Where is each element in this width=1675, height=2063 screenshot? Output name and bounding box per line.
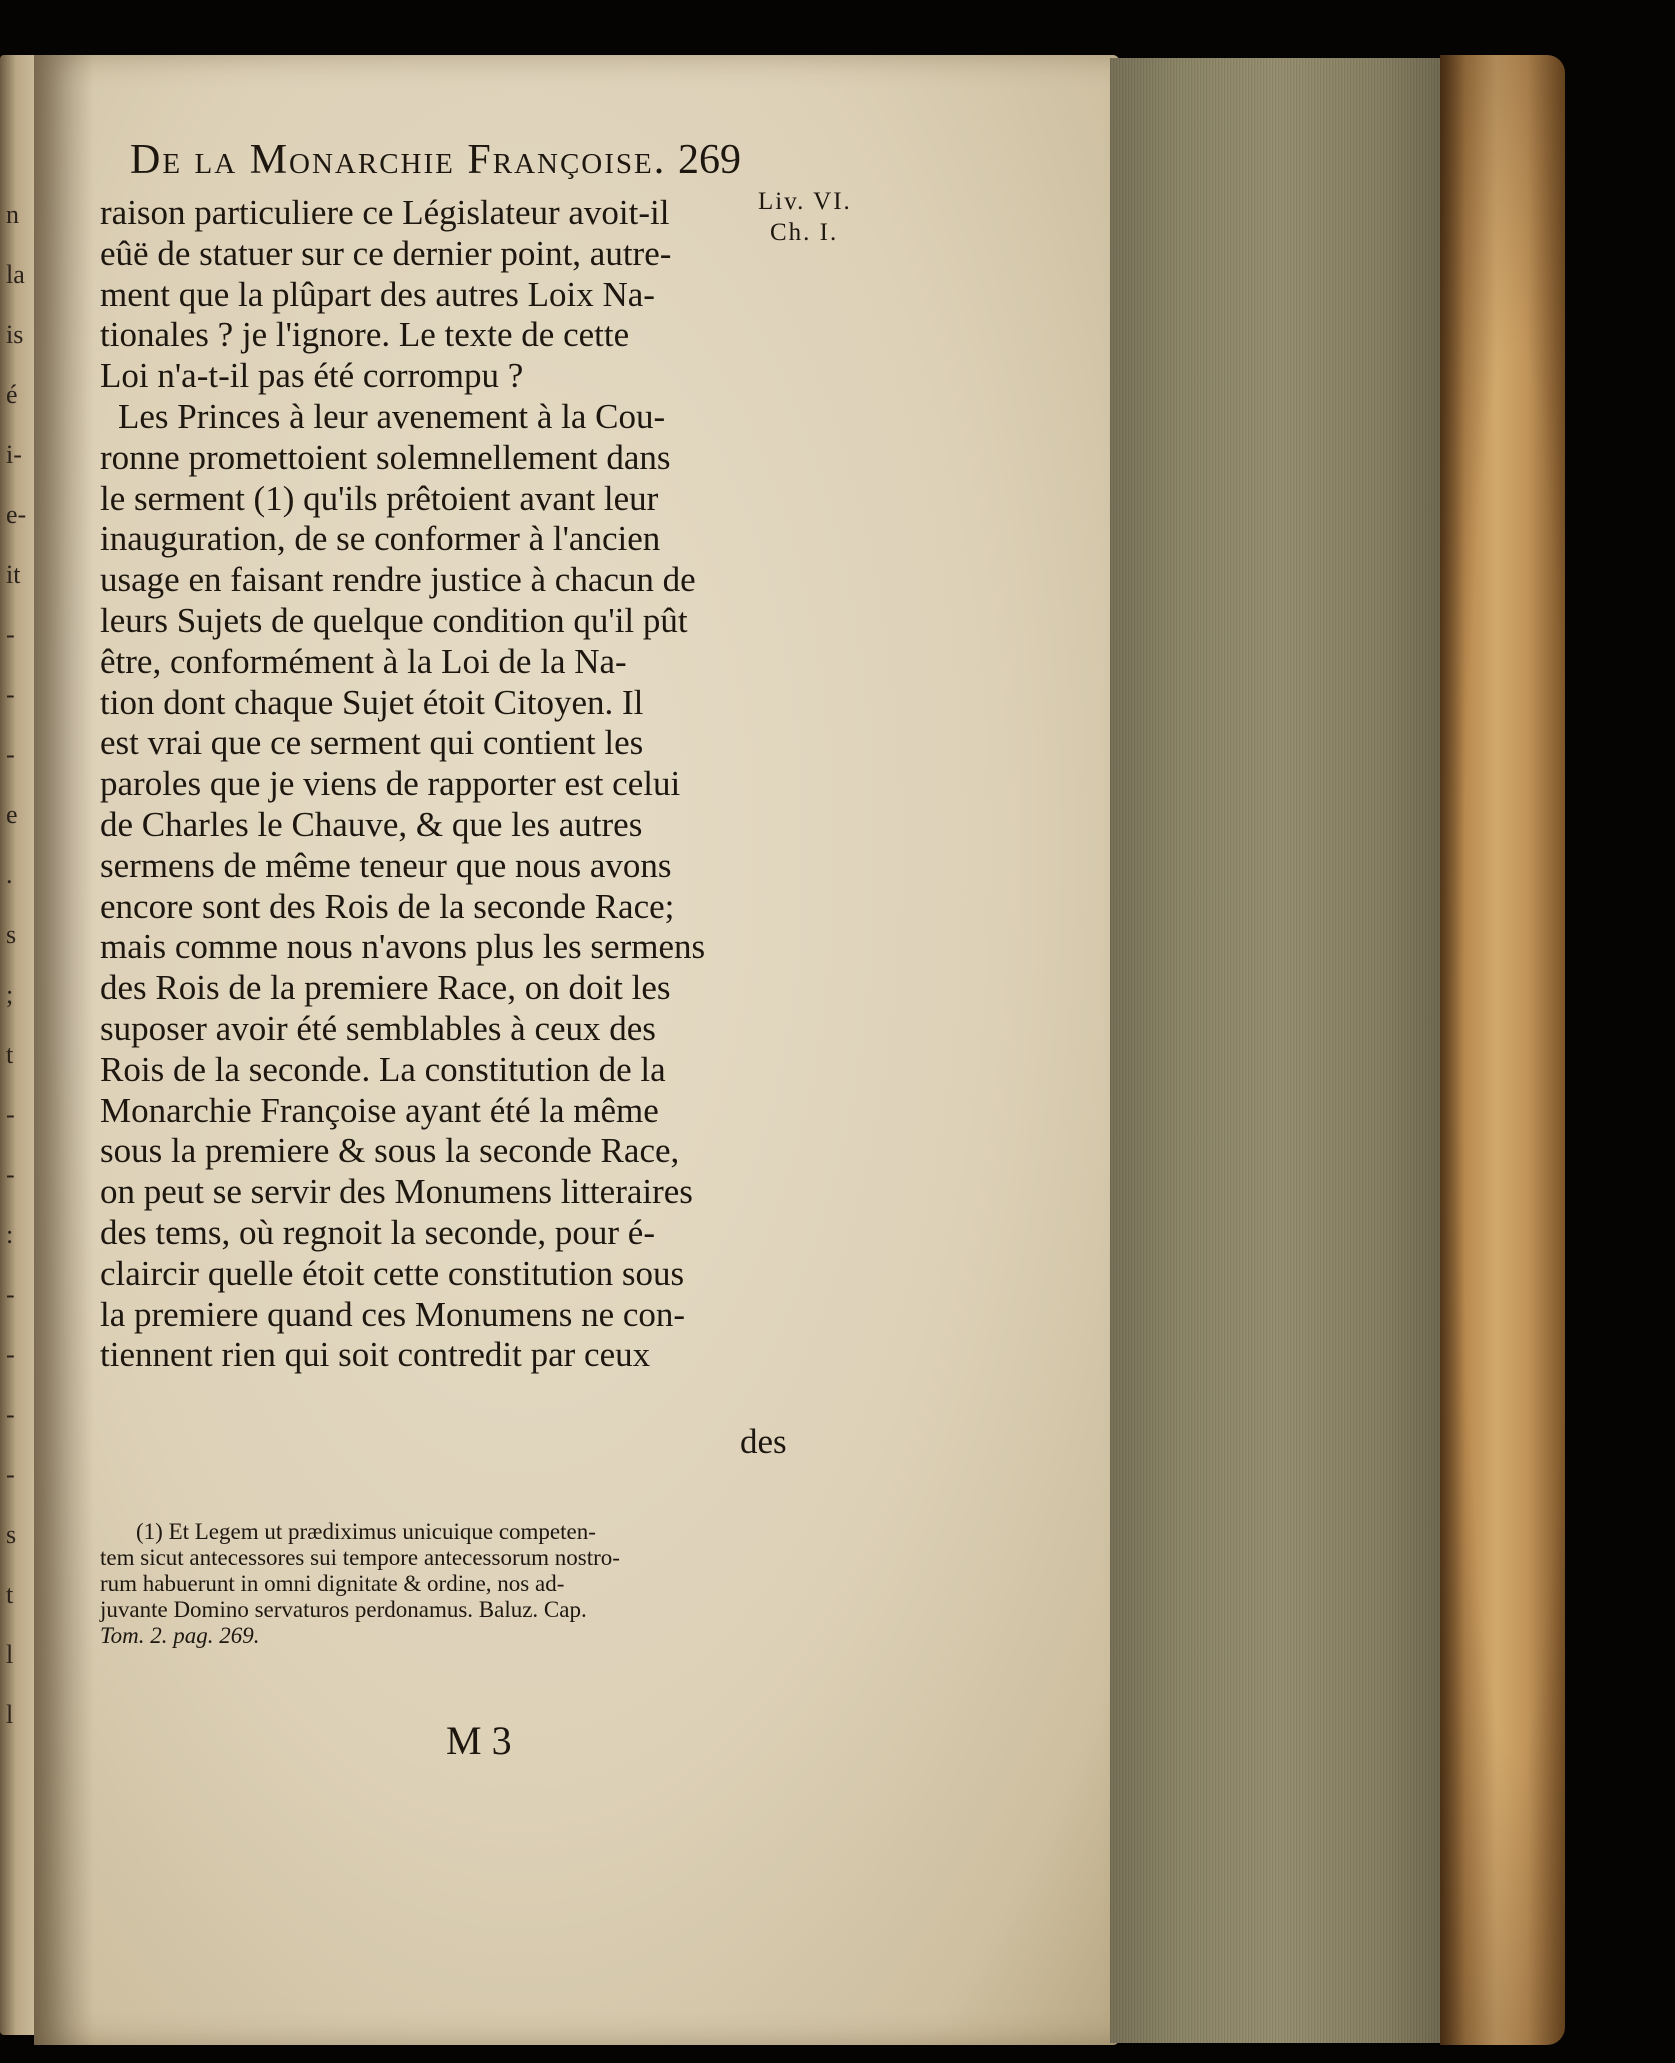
left-page-fragment-text: - <box>6 1280 15 1309</box>
left-page-fragment-text: s <box>6 1520 17 1549</box>
left-page-fragment-text: l <box>6 1700 14 1729</box>
page-edges <box>1110 58 1450 2043</box>
text-line: raison particuliere ce Législateur avoit-il <box>100 193 670 232</box>
left-page-fragment-text: - <box>6 1460 15 1489</box>
page-number: 269 <box>678 137 741 183</box>
text-line: sermens de même teneur que nous avons <box>100 846 672 885</box>
left-page-fragment-text: is <box>6 320 24 349</box>
left-page-fragment-text: . <box>6 860 13 889</box>
text-line: on peut se servir des Monumens litteraires <box>100 1172 693 1211</box>
text-line: Monarchie Françoise ayant été la même <box>100 1091 659 1130</box>
catchword: des <box>740 1422 787 1461</box>
text-line: de Charles le Chauve, & que les autres <box>100 805 643 844</box>
left-page-fragment-text: - <box>6 740 15 769</box>
left-page-fragment-text: e- <box>6 500 27 529</box>
text-line: inauguration, de se conformer à l'ancien <box>100 519 661 558</box>
margin-note <box>758 186 852 248</box>
margin-note-chapter: Ch. I. <box>770 219 839 246</box>
text-line: eûë de statuer sur ce dernier point, autre- <box>100 234 672 273</box>
text-line: paroles que je viens de rapporter est celui <box>100 764 681 803</box>
footnote-line: rum habuerunt in omni dignitate & ordine, nos ad- <box>100 1571 565 1596</box>
text-line: des tems, où regnoit la seconde, pour é- <box>100 1213 655 1252</box>
left-page-fragment-text: s <box>6 920 17 949</box>
text-line: Loi n'a-t-il pas été corrompu ? <box>100 356 524 395</box>
text-line: ment que la plûpart des autres Loix Na- <box>100 275 655 314</box>
text-line: Rois de la seconde. La constitution de la <box>100 1050 666 1089</box>
text-line: suposer avoir été semblables à ceux des <box>100 1009 656 1048</box>
left-page-fragment-text: e <box>6 800 18 829</box>
text-line: tiennent rien qui soit contredit par ceux <box>100 1335 651 1374</box>
text-line: tion dont chaque Sujet étoit Citoyen. Il <box>100 683 644 722</box>
left-page-fragment-text: l <box>6 1640 14 1669</box>
text-line: est vrai que ce serment qui contient les <box>100 723 644 762</box>
footnote-line: tem sicut antecessores sui tempore antecessorum nostro- <box>100 1545 620 1570</box>
margin-note-book: Liv. VI. <box>758 188 852 215</box>
text-line: le serment (1) qu'ils prêtoient avant leur <box>100 479 659 518</box>
left-page-fragment-text: : <box>6 1220 14 1249</box>
text-line: Les Princes à leur avenement à la Cou- <box>118 397 666 436</box>
left-page-fragment-text: - <box>6 1340 15 1369</box>
left-page-fragment-text: - <box>6 680 15 709</box>
text-line: être, conformément à la Loi de la Na- <box>100 642 627 681</box>
text-line: encore sont des Rois de la seconde Race; <box>100 887 675 926</box>
left-page-fragment-text: t <box>6 1580 14 1609</box>
left-page-fragment-text: - <box>6 1100 15 1129</box>
footnote-line: Tom. 2. pag. 269. <box>100 1623 260 1648</box>
cover-shadow <box>1440 55 1565 2045</box>
text-line: mais comme nous n'avons plus les sermens <box>100 927 706 966</box>
left-page-fragment-text: - <box>6 1400 15 1429</box>
left-page-fragment-text: n <box>6 200 19 229</box>
left-page-fragment-text: i- <box>6 440 22 469</box>
left-page-fragment-text: ; <box>6 980 14 1009</box>
left-page-fragment-text: la <box>6 260 25 289</box>
footnote-line: (1) Et Legem ut prædiximus unicuique competen- <box>136 1519 596 1544</box>
text-line: leurs Sujets de quelque condition qu'il pût <box>100 601 688 640</box>
footnote-line: juvante Domino servaturos perdonamus. Baluz. Cap. <box>100 1597 587 1622</box>
left-page-fragment-text: é <box>6 380 18 409</box>
page-gutter-shadow <box>34 55 94 2045</box>
text-line: usage en faisant rendre justice à chacun de <box>100 560 696 599</box>
text-line: ronne promettoient solemnellement dans <box>100 438 671 477</box>
text-line: des Rois de la premiere Race, on doit les <box>100 968 671 1007</box>
text-line: tionales ? je l'ignore. Le texte de cette <box>100 315 630 354</box>
left-page-fragment-text: it <box>6 560 21 589</box>
left-page-fragment-text: - <box>6 620 15 649</box>
running-head: De la Monarchie Françoise. <box>130 137 667 183</box>
signature-mark: M 3 <box>446 1718 512 1763</box>
left-page-fragment-text: t <box>6 1040 14 1069</box>
text-line: la premiere quand ces Monumens ne con- <box>100 1295 686 1334</box>
left-page-fragment-text: - <box>6 1160 15 1189</box>
text-line: claircir quelle étoit cette constitution sous <box>100 1254 685 1293</box>
text-line: sous la premiere & sous la seconde Race, <box>100 1131 680 1170</box>
